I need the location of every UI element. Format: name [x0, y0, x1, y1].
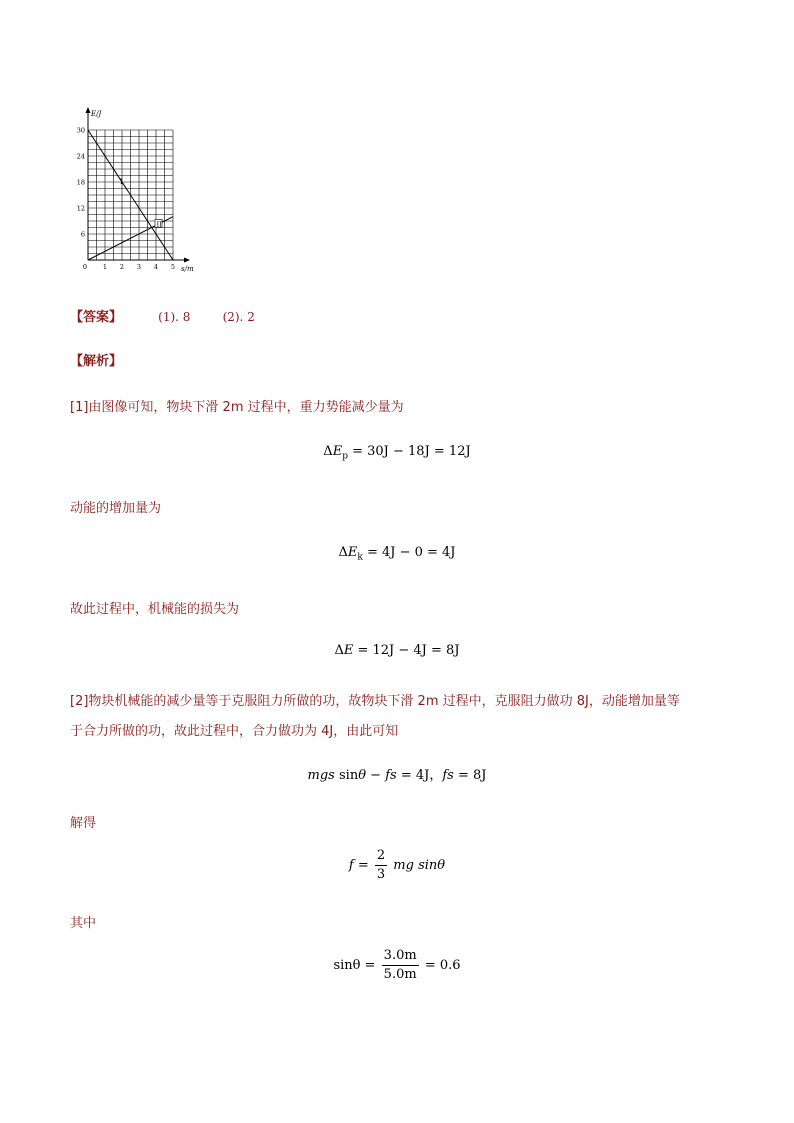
y-tick-label: 24 [76, 152, 85, 161]
analysis-paragraph-2: 动能的增加量为 [70, 501, 162, 516]
formula-kinetic-energy-text: $\Delta E_k = 4J - 0 = 4J$ [338, 545, 456, 563]
formula-friction-lhs: f = [348, 858, 369, 873]
x-tick-label: 2 [119, 263, 125, 271]
fraction-numerator: 3.0m [382, 948, 419, 966]
formula-friction [0, 848, 794, 883]
x-axis-arrow [184, 258, 190, 263]
y-tick-label: 12 [76, 204, 85, 213]
fraction-numerator: 2 [375, 848, 387, 866]
analysis-tag: 【解析】 [70, 354, 123, 369]
answer-row [70, 306, 255, 325]
y-axis-arrow [86, 107, 91, 113]
line-I-label: I [120, 178, 123, 186]
formula-energy-loss-text: ΔE = 12J − 4J = 8J [334, 643, 460, 658]
formula-work [0, 764, 794, 783]
energy-displacement-graph [70, 100, 210, 280]
analysis-paragraph-6: 其中 [70, 916, 97, 931]
answer-tag: 【答案】 [70, 310, 123, 325]
y-tick-label: 6 [80, 230, 85, 239]
answer-item-2: (2). 2 [222, 310, 255, 324]
graph-axes [86, 107, 191, 263]
formula-work-text: mgs sinθ − fs = 4J，fs = 8J [307, 768, 487, 783]
formula-friction-rhs: mg sinθ [393, 858, 446, 873]
x-tick-label: 3 [136, 263, 142, 271]
fraction-sine [382, 948, 419, 983]
x-tick-label: 5 [170, 263, 176, 271]
fraction-two-thirds [375, 848, 387, 883]
fraction-denominator: 5.0m [383, 967, 417, 982]
formula-potential-energy-text: $\Delta E_p = 30J - 18J = 12J$ [323, 444, 471, 462]
x-tick-label: 1 [102, 263, 108, 271]
formula-sine-rhs: = 0.6 [424, 958, 461, 973]
fraction-denominator: 3 [376, 867, 386, 882]
formula-sine-lhs: sinθ = [333, 958, 376, 973]
y-tick-label: 18 [76, 178, 85, 187]
y-tick-label: 30 [76, 126, 85, 135]
analysis-paragraph-4b: 于合力所做的功，故此过程中，合力做功为 4J，由此可知 [70, 724, 399, 739]
analysis-paragraph-5: 解得 [70, 816, 97, 831]
graph-tick-labels [77, 110, 194, 273]
analysis-paragraph-1: [1]由图像可知，物块下滑 2m 过程中，重力势能减少量为 [70, 400, 404, 415]
x-tick-label: 0 [82, 263, 88, 271]
formula-potential-energy [0, 444, 794, 462]
formula-kinetic-energy [0, 545, 794, 563]
analysis-paragraph-4a: [2]物块机械能的减少量等于克服阻力所做的功，故物块下滑 2m 过程中，克服阻力做功 8J，动能增加量等 [70, 694, 680, 709]
graph-svg [70, 100, 210, 280]
answer-item-1: (1). 8 [158, 310, 191, 324]
y-axis-label: E/J [91, 110, 102, 118]
line-II-label: II [156, 220, 162, 229]
formula-energy-loss [0, 643, 794, 658]
x-axis-label: s/m [181, 265, 194, 273]
formula-sine [0, 948, 794, 983]
x-tick-label: 4 [153, 263, 159, 271]
analysis-paragraph-3: 故此过程中，机械能的损失为 [70, 602, 240, 617]
